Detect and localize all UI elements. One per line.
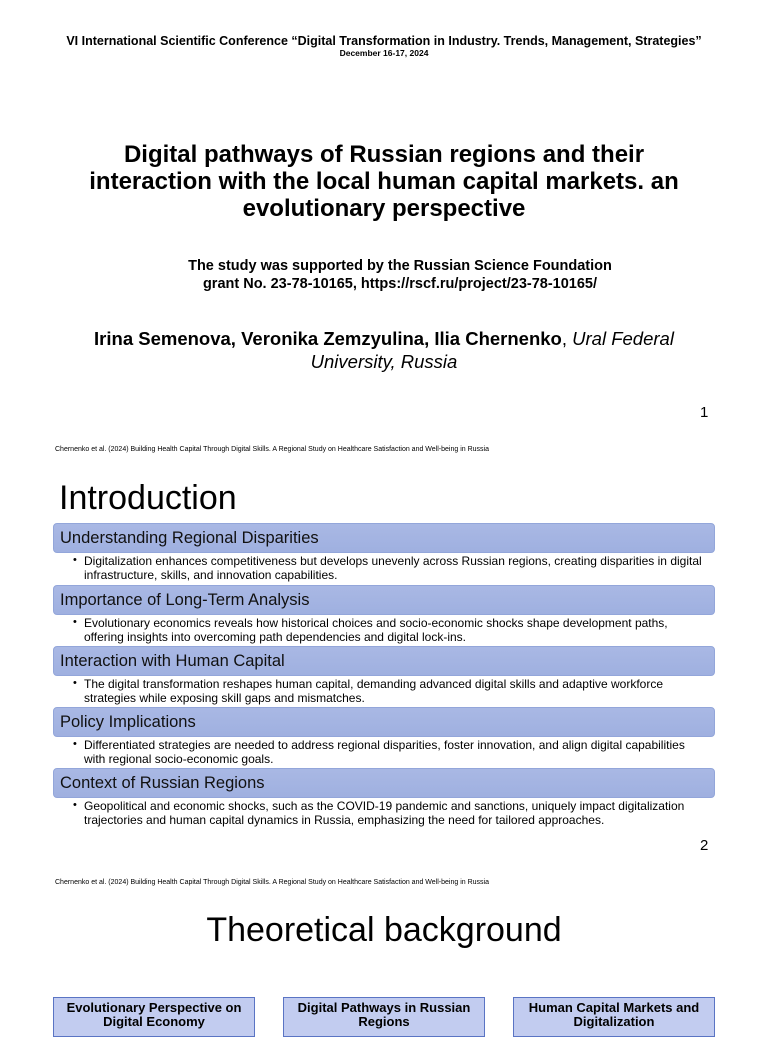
intro-section xyxy=(53,646,715,705)
funding-line-2: grant No. 23-78-10165, https://rscf.ru/project/23-78-10165/ xyxy=(202,276,598,292)
section-bullet xyxy=(53,737,715,766)
conference-date: December 16-17, 2024 xyxy=(339,48,429,58)
funding-note xyxy=(150,257,650,293)
citation-slide-3: Chernenko et al. (2024) Building Health Capital Through Digital Skills. A Regional Study on Healthcare Satisfaction and Well-being in Russia xyxy=(55,879,489,886)
section-heading: Policy Implications xyxy=(53,707,715,737)
section-bullet xyxy=(53,615,715,644)
bullet-text: Geopolitical and economic shocks, such as the COVID-19 pandemic and sanctions, uniquely impact digitalization trajectories and human capital dynamics in Russia, emphasizing the need for tailored approaches. xyxy=(84,799,685,827)
section-bullet xyxy=(53,798,715,827)
bullet-text: Evolutionary economics reveals how historical choices and socio-economic shocks shape development paths, offering insights into overcoming path dependencies and digital lock-ins. xyxy=(84,616,668,644)
bullet-icon: • xyxy=(73,738,77,750)
page-number-2: 2 xyxy=(700,837,709,854)
bullet-text: Differentiated strategies are needed to address regional disparities, foster innovation, and align digital capabilities with regional socio-economic goals. xyxy=(84,738,685,766)
intro-section xyxy=(53,523,715,582)
bullet-text: Digitalization enhances competitiveness but develops unevenly across Russian regions, creating disparities in digital infrastructure, skills, and innovation capabilities. xyxy=(84,554,702,582)
section-heading: Understanding Regional Disparities xyxy=(53,523,715,553)
citation-slide-2: Chernenko et al. (2024) Building Health Capital Through Digital Skills. A Regional Study on Healthcare Satisfaction and Well-being in Russia xyxy=(55,446,489,453)
theory-box-digital-pathways: Digital Pathways in Russian Regions xyxy=(283,997,485,1037)
section-heading: Interaction with Human Capital xyxy=(53,646,715,676)
presentation-title: Digital pathways of Russian regions and their interaction with the local human capital markets. an evolutionary perspective xyxy=(89,141,679,222)
bullet-icon: • xyxy=(73,554,77,566)
author-names: Irina Semenova, Veronika Zemzyulina, Ilia Chernenko xyxy=(94,328,562,349)
affiliation: Ural Federal University, Russia xyxy=(310,328,674,372)
intro-section xyxy=(53,707,715,766)
section-bullet xyxy=(53,676,715,705)
section-heading: Context of Russian Regions xyxy=(53,768,715,798)
section-heading: Importance of Long-Term Analysis xyxy=(53,585,715,615)
authors-separator: , xyxy=(561,328,573,349)
section-title-theoretical-background: Theoretical background xyxy=(206,911,562,949)
section-bullet xyxy=(53,553,715,582)
intro-section xyxy=(53,585,715,644)
authors-line xyxy=(84,327,684,373)
bullet-icon: • xyxy=(73,677,77,689)
section-title-introduction: Introduction xyxy=(59,479,237,517)
conference-title: VI International Scientific Conference “Digital Transformation in Industry. Trends, Management, Strategies” xyxy=(66,34,702,48)
bullet-text: The digital transformation reshapes human capital, demanding advanced digital skills and adaptive workforce strategies while exposing skill gaps and mismatches. xyxy=(84,677,663,705)
theory-box-human-capital: Human Capital Markets and Digitalization xyxy=(513,997,715,1037)
funding-line-1: The study was supported by the Russian Science Foundation xyxy=(188,258,612,274)
theory-box-evolutionary: Evolutionary Perspective on Digital Economy xyxy=(53,997,255,1037)
intro-section xyxy=(53,768,715,827)
bullet-icon: • xyxy=(73,799,77,811)
page-number-1: 1 xyxy=(700,404,709,421)
bullet-icon: • xyxy=(73,616,77,628)
